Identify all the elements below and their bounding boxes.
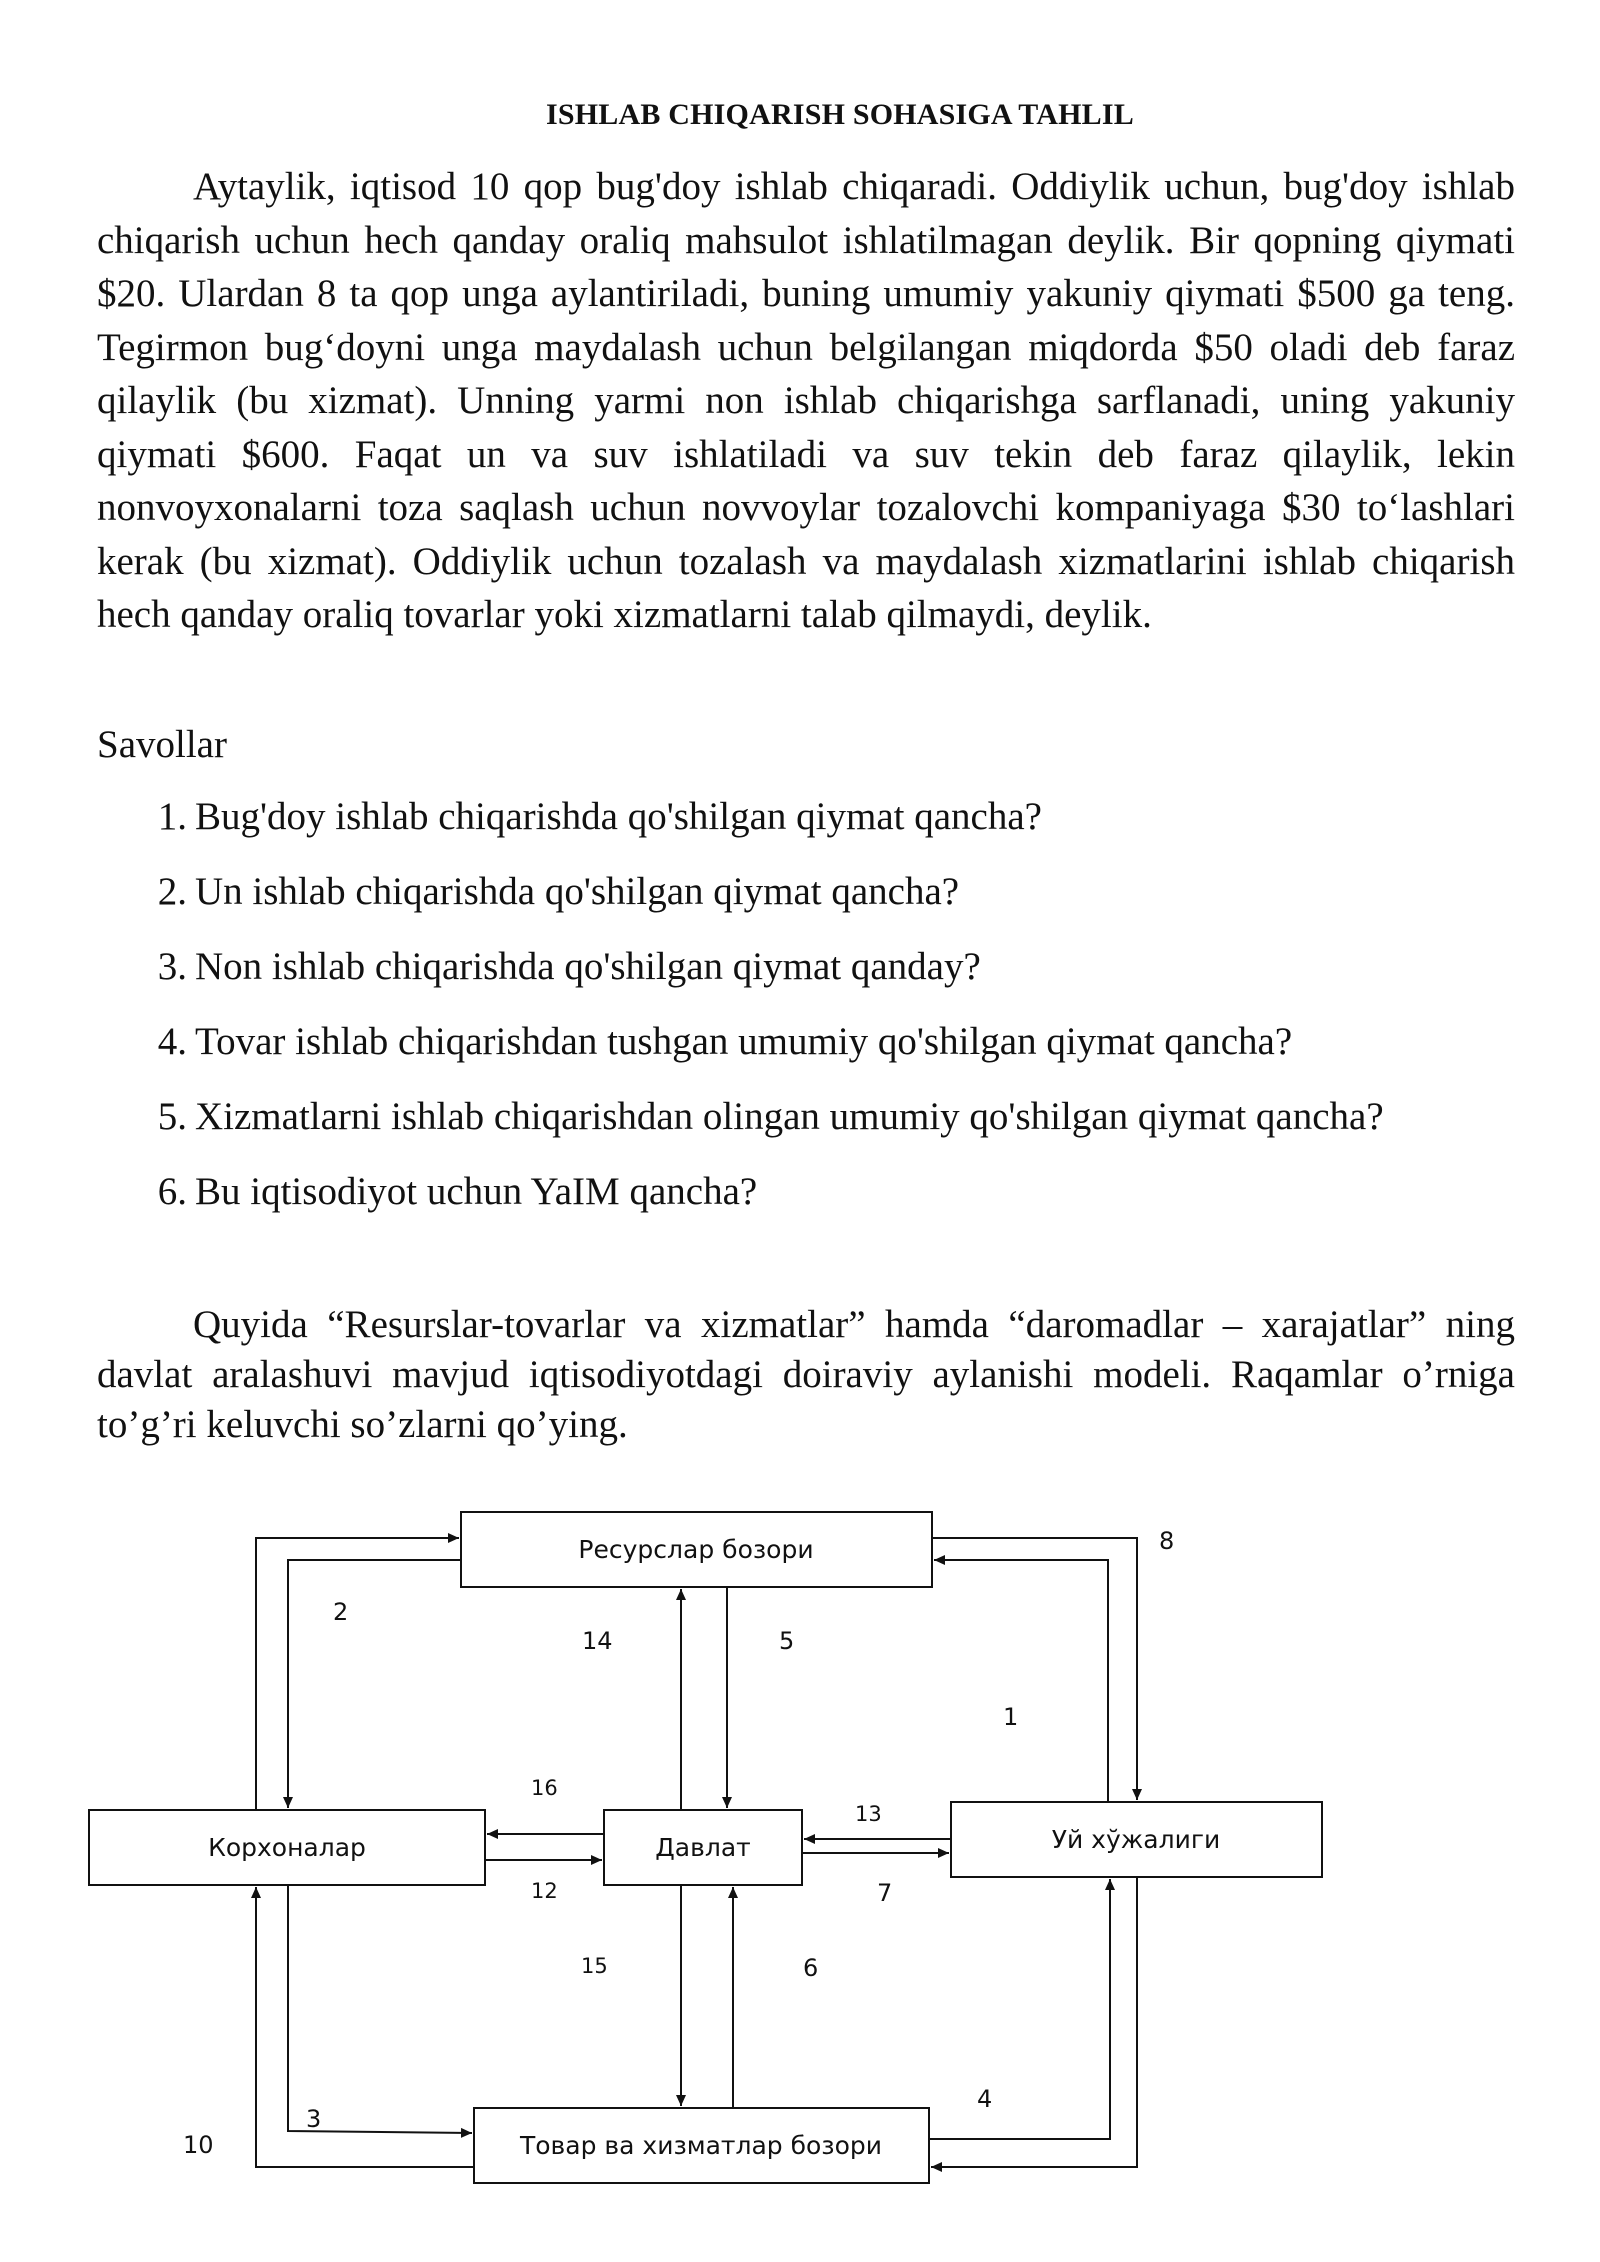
households-box <box>951 1802 1322 1877</box>
government-box <box>604 1810 802 1885</box>
question-text: Un ishlab chiqarishda qo'shilgan qiymat qancha? <box>195 870 960 913</box>
flow-number-4: 4 <box>977 2085 993 2113</box>
question-text: Tovar ishlab chiqarishdan tushgan umumiy qo'shilgan qiymat qancha? <box>195 1020 1293 1063</box>
question-number: 3. <box>157 945 187 988</box>
questions-list <box>97 790 1515 1240</box>
task-paragraph: Quyida “Resurslar-tovarlar va xizmatlar” hamda “daromadlar – xarajatlar” ning davlat aralashuvi mavjud iqtisodiyotdagi doiraviy aylanishi modeli. Raqamlar o’rniga to’g’ri keluvchi so’zlarni qo’ying. <box>97 1303 1515 1446</box>
flow-number-7: 7 <box>877 1879 893 1907</box>
questions-heading: Savollar <box>97 723 227 766</box>
question-item <box>97 865 1515 918</box>
circular-flow-diagram <box>0 1490 1600 2210</box>
question-item <box>97 1015 1515 1068</box>
flow-number-15: 15 <box>581 1954 608 1978</box>
question-text: Xizmatlarni ishlab chiqarishdan olingan umumiy qo'shilgan qiymat qancha? <box>195 1095 1384 1138</box>
flow-arrow-8 <box>932 1538 1137 1800</box>
flow-arrow-2b <box>288 1560 461 1808</box>
flow-arrow-1 <box>934 1560 1108 1802</box>
page-title: ISHLAB CHIQARISH SOHASIGA TAHLIL <box>546 98 1134 131</box>
question-item <box>97 1090 1515 1143</box>
flow-number-13: 13 <box>855 1802 882 1826</box>
flow-number-16: 16 <box>531 1776 558 1800</box>
question-number: 4. <box>157 1020 187 1063</box>
flow-arrow-3 <box>288 1885 472 2133</box>
flow-number-10: 10 <box>183 2131 214 2159</box>
goods-market-label: Товар ва хизматлар бозори <box>519 2131 883 2160</box>
flow-number-12: 12 <box>531 1879 558 1903</box>
flow-arrow-4b <box>931 1877 1137 2167</box>
question-text: Non ishlab chiqarishda qo'shilgan qiymat qanday? <box>195 945 981 988</box>
flow-number-1: 1 <box>1003 1703 1019 1731</box>
flow-number-6: 6 <box>803 1954 819 1982</box>
question-number: 1. <box>157 795 187 838</box>
resource-market-label: Ресурслар бозори <box>578 1535 814 1564</box>
firms-box <box>89 1810 485 1885</box>
question-number: 2. <box>157 870 187 913</box>
question-text: Bug'doy ishlab chiqarishda qo'shilgan qiymat qancha? <box>195 795 1042 838</box>
flow-number-5: 5 <box>779 1627 795 1655</box>
government-label: Давлат <box>655 1833 751 1862</box>
resource-market-box <box>461 1512 932 1587</box>
households-label: Уй хўжалиги <box>1051 1825 1221 1854</box>
flow-arrow-2a <box>256 1538 459 1810</box>
intro-paragraph: Aytaylik, iqtisod 10 qop bug'doy ishlab chiqaradi. Oddiylik uchun, bug'doy ishlab chiqarish uchun hech qanday oraliq mahsulot ishlatilmagan deylik. Bir qopning qiymati $20. Ulardan 8 ta qop unga aylantiriladi, buning umumiy yakuniy qiymati $500 ga teng. Tegirmon bug‘doyni unga maydalash uchun belgilangan miqdorda $50 oladi deb faraz qilaylik (bu xizmat). Unning yarmi non ishlab chiqarishga sarflanadi, uning yakuniy qiymati $600. Faqat un va suv ishlatiladi va suv tekin deb faraz qilaylik, lekin nonvoyxonalarni toza saqlash uchun novvoylar tozalovchi kompaniyaga $30 to‘lashlari kerak (bu xizmat). Oddiylik uchun tozalash va maydalash xizmatlarini ishlab chiqarish hech qanday oraliq tovarlar yoki xizmatlarni talab qilmaydi, deylik. <box>97 165 1515 636</box>
question-item <box>97 940 1515 993</box>
question-item <box>97 790 1515 843</box>
flow-arrow-4a <box>929 1879 1110 2139</box>
firms-label: Корхоналар <box>208 1833 366 1862</box>
question-number: 5. <box>157 1095 187 1138</box>
flow-number-8: 8 <box>1159 1527 1175 1555</box>
question-item <box>97 1165 1515 1218</box>
flow-number-3: 3 <box>306 2105 322 2133</box>
question-text: Bu iqtisodiyot uchun YaIM qancha? <box>195 1170 758 1213</box>
flow-number-14: 14 <box>582 1627 613 1655</box>
question-number: 6. <box>157 1170 187 1213</box>
goods-market-box <box>474 2108 929 2183</box>
flow-number-2: 2 <box>333 1598 349 1626</box>
